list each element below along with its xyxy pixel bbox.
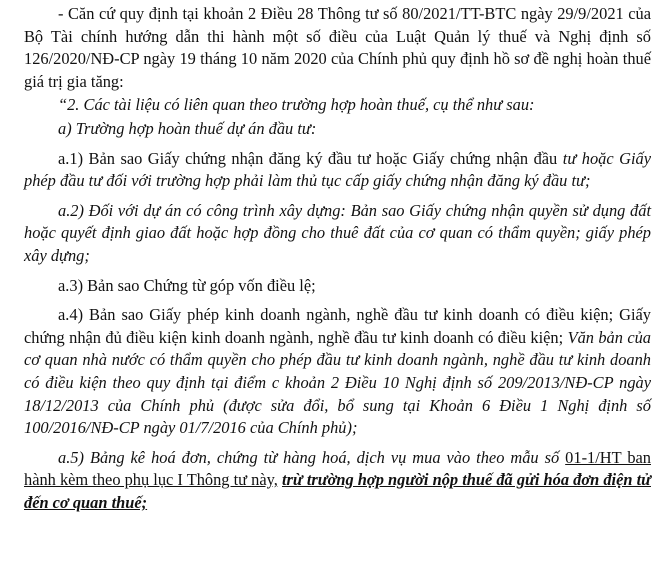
item-a4 — [24, 304, 651, 440]
item-a4-part1: a.4) Bản sao Giấy phép kinh doanh ngành, nghề đầu tư kinh doanh có điều kiện; Giấy chứng nhận đủ điều kiện kinh doanh ngành, nghề đầu tư kinh doanh có điều kiện; — [24, 305, 651, 347]
item-a4-part2: Văn bản của cơ quan nhà nước có thẩm quyền cho phép đầu tư kinh doanh ngành, nghề đầu tư kinh doanh có điều kiện theo quy định tại điểm c khoản — [24, 327, 651, 392]
section-a-heading: a) Trường hợp hoàn thuế dự án đầu tư: — [58, 118, 317, 138]
item-a5-part3: trừ trường hợp người nộp thuế đã gửi hóa đơn điện tử đến cơ quan thuế; — [24, 470, 651, 512]
quote-heading: “2. Các tài liệu có liên quan theo trường hợp hoàn thuế, cụ thể như sau: — [58, 95, 535, 115]
item-a2: a.2) Đối với dự án có công trình xây dựng: Bản sao Giấy chứng nhận quyền sử dụng đất hoặc quyết định giao đất hoặc hợp đồng cho thuê đất của cơ quan có thẩm quyền; giấy phép xây dựng; — [24, 200, 651, 265]
item-a4-part3: 2 Điều 10 Nghị định số 209/2013/NĐ-CP ngày 18/12/2013 của Chính phủ (được sửa đổi, bổ sung tại Khoản 6 Điều 1 Nghị định số 100/2016/NĐ-CP ngày 01/7/2016 của Chính phủ); — [24, 372, 651, 438]
intro-paragraph: - Căn cứ quy định tại khoản 2 Điều 28 Thông tư số 80/2021/TT-BTC ngày 29/9/2021 của Bộ Tài chính hướng dẫn thi hành một số điều của Luật Quản lý thuế và Nghị định số 126/2020/NĐ-CP ngày 19 tháng 10 năm 2020 của Chính phủ quy định hồ sơ đề nghị hoàn thuế giá trị gia tăng: — [24, 4, 651, 91]
item-a3: a.3) Bản sao Chứng từ góp vốn điều lệ; — [58, 275, 316, 295]
item-a5 — [24, 447, 651, 515]
item-a5-part2: 01-1/HT ban hành kèm theo phụ lục I Thông tư này, — [24, 447, 651, 490]
item-a1-rest: tư hoặc Giấy phép đầu tư đối với trường hợp phải làm thủ tục cấp giấy chứng nhận đăng ký đầu tư; — [24, 148, 651, 191]
item-a1 — [24, 148, 651, 193]
item-a5-part1: a.5) Bảng kê hoá đơn, chứng từ hàng hoá, dịch vụ mua vào theo mẫu số — [58, 447, 560, 467]
item-a1-lead: a.1) Bản sao Giấy chứng nhận đăng ký đầu tư hoặc Giấy chứng nhận đầu — [58, 148, 558, 168]
